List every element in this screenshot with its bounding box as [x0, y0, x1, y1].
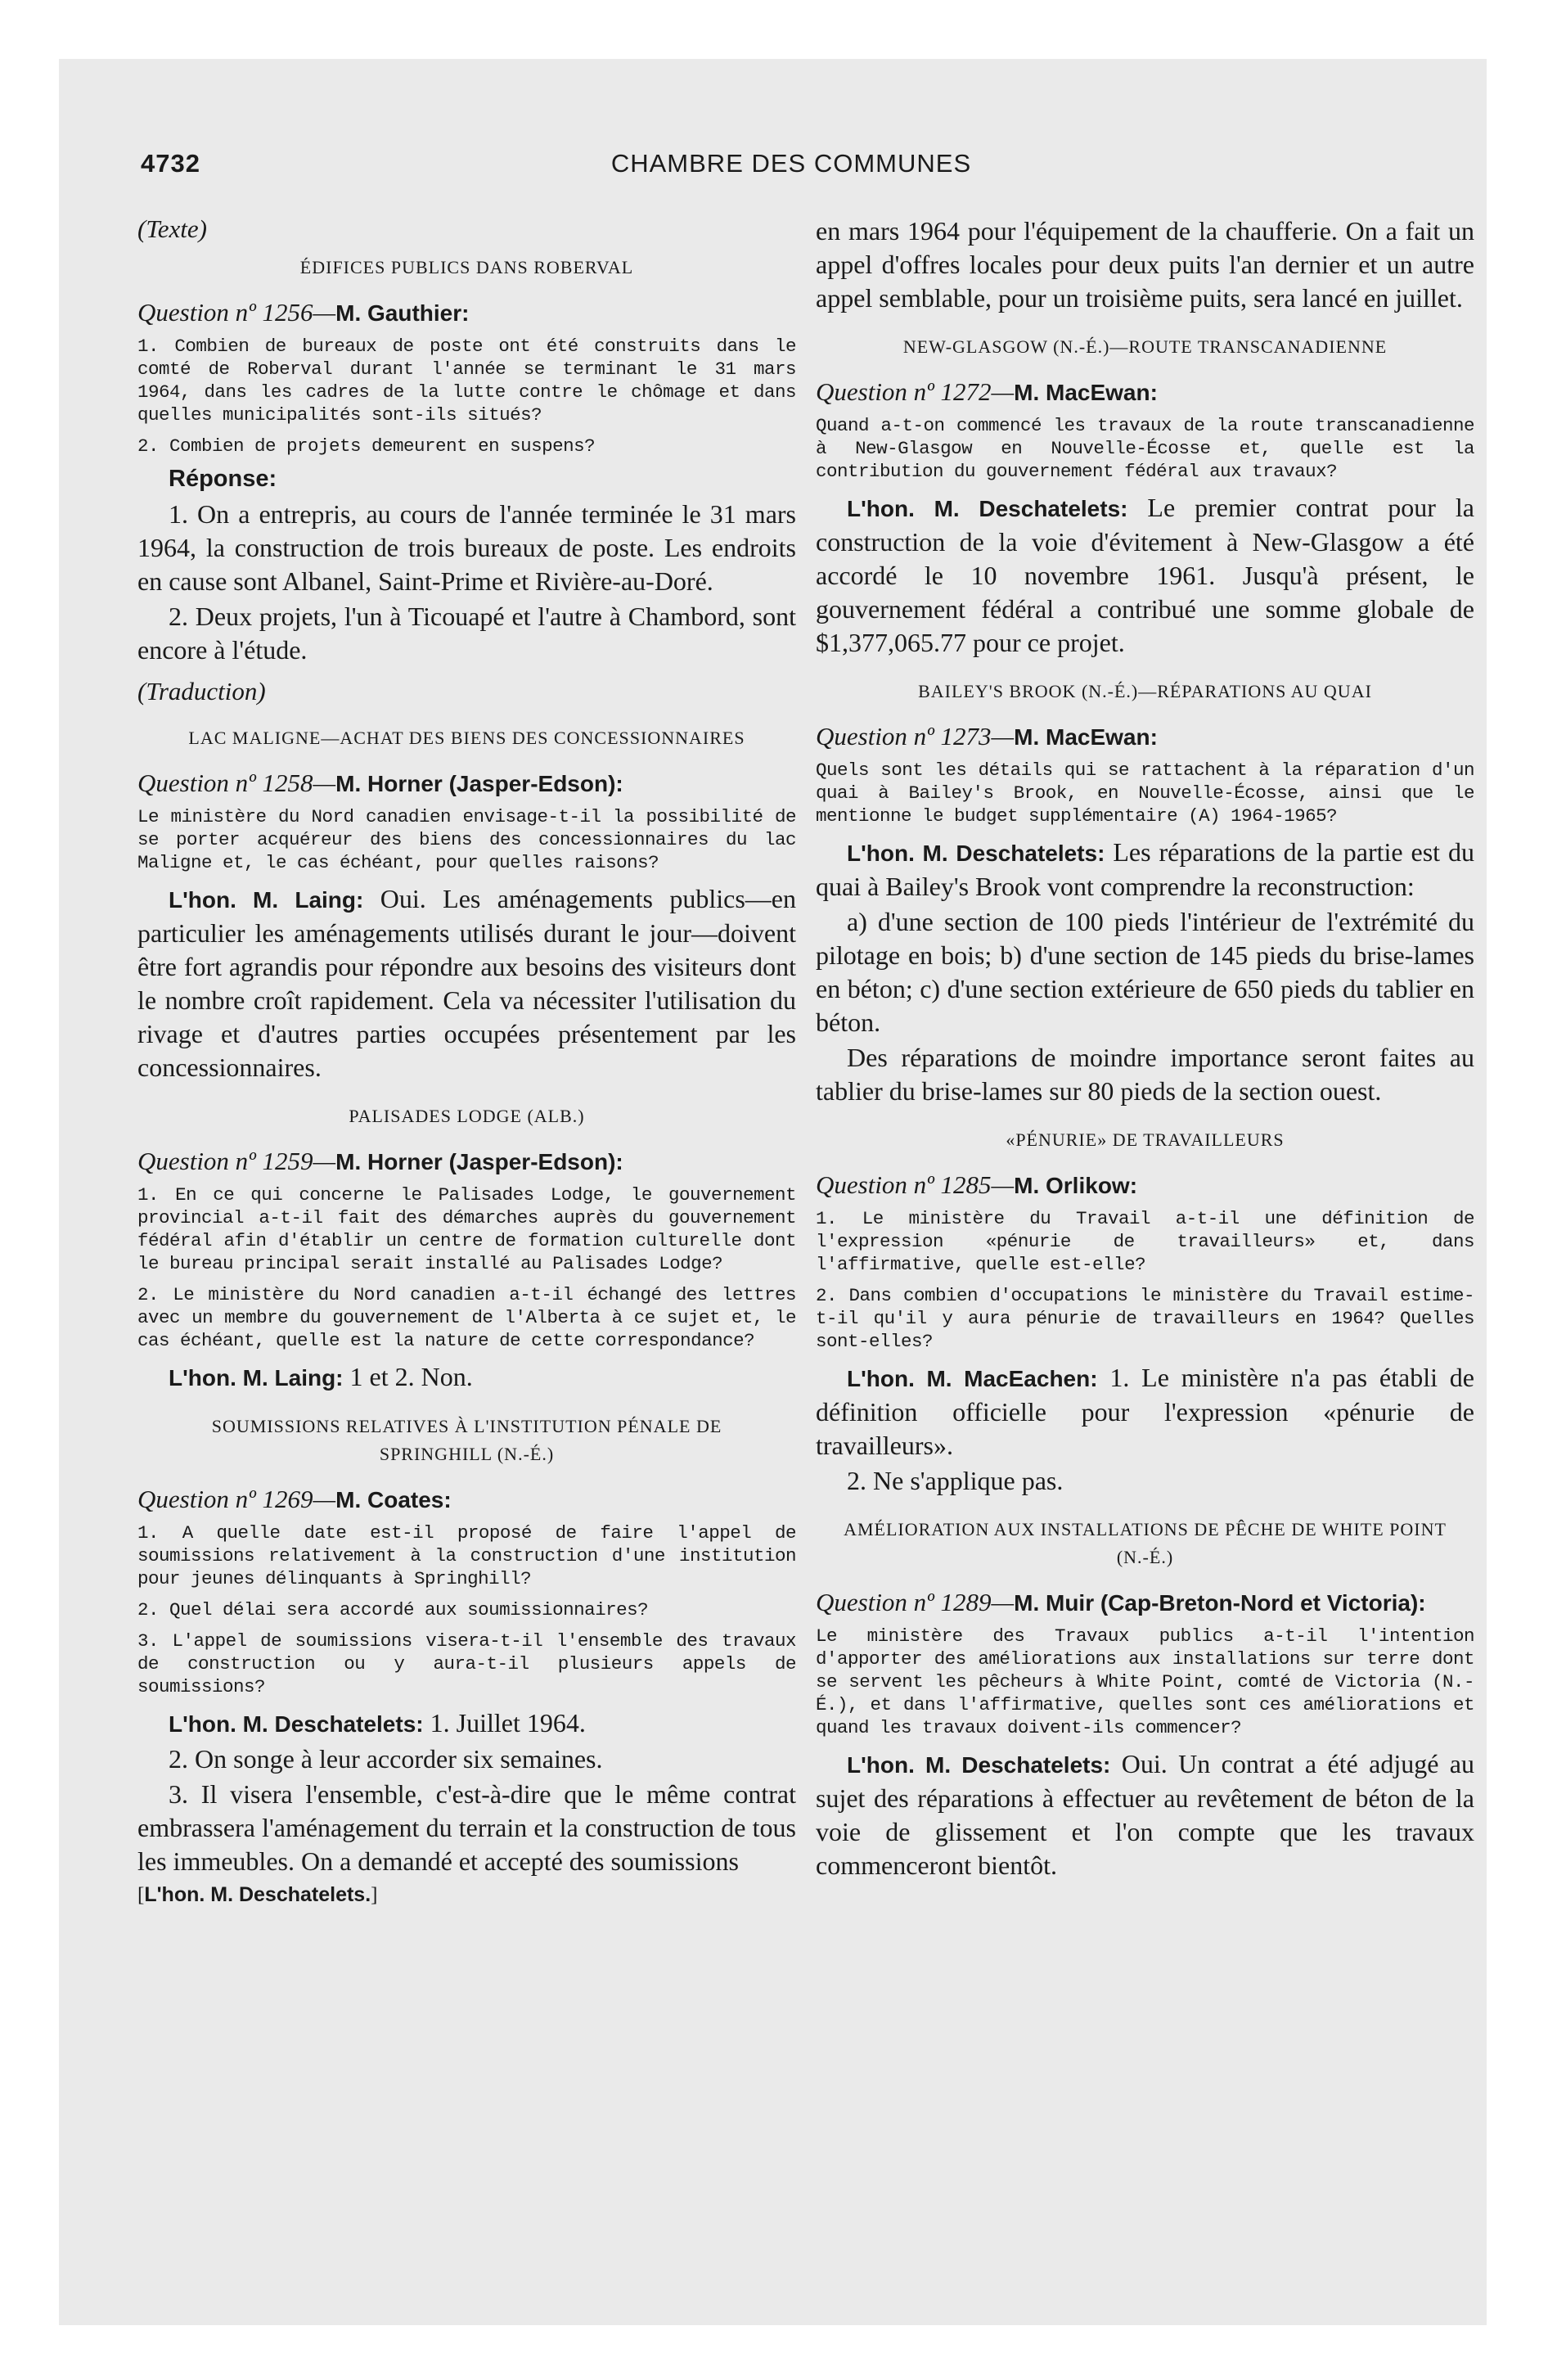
speaker-sign-off: [L'hon. M. Deschatelets.] [137, 1883, 378, 1906]
section-heading: NEW-GLASGOW (N.-É.)—ROUTE TRANSCANADIENNE [902, 336, 1388, 357]
answer-text: 2. On songe à leur accorder six semaines. [169, 1744, 603, 1774]
answer-text: 1. On a entrepris, au cours de l'année terminée le 31 mars 1964, la construction de trois bureaux de poste. Les endroits en cause sont Albanel, Saint-Prime et Rivière-au-Doré. [137, 499, 796, 596]
section-heading: SOUMISSIONS RELATIVES À L'INSTITUTION PÉNALE DE SPRINGHILL (N.-É.) [211, 1416, 722, 1464]
question-1285: Question nº 1285—M. Orlikow: [816, 1170, 1138, 1199]
answer-text: L'hon. M. MacEachen: 1. Le ministère n'a pas établi de définition officielle pour l'expression «pénurie de travailleurs». [816, 1363, 1475, 1460]
answer-text: 2. Deux projets, l'un à Ticouapé et l'autre à Chambord, sont encore à l'étude. [137, 602, 796, 665]
section-label-texte: (Texte) [137, 214, 207, 243]
answer-text: Des réparations de moindre importance seront faites au tablier du brise-lames sur 80 pieds de la section ouest. [816, 1043, 1474, 1106]
section-label-traduction: (Traduction) [137, 677, 266, 705]
page-number: 4732 [141, 149, 200, 178]
question-text: 2. Combien de projets demeurent en suspens? [137, 435, 596, 457]
question-text: 3. L'appel de soumissions visera-t-il l'ensemble des travaux de construction ou y aura-t-il plusieurs appels de soumissions? [137, 1630, 796, 1697]
question-text: Quels sont les détails qui se rattachent à la réparation d'un quai à Bailey's Brook, en Nouvelle-Écosse, ainsi que le mentionne le budget supplémentaire (A) 1964-1965? [816, 760, 1474, 827]
speaker-name: L'hon. M. Laing: [169, 887, 364, 913]
section-heading: PALISADES LODGE (ALB.) [349, 1106, 585, 1126]
question-text: 1. A quelle date est-il proposé de faire l'appel de soumissions relativement à la construction d'une institution pour jeunes délinquants à Springhill? [137, 1522, 796, 1589]
answer-text: a) d'une section de 100 pieds l'intérieur de l'extrémité du pilotage en bois; b) d'une section de 145 pieds du brise-lames en béton; c) d'une section extérieure de 650 pieds du tablier en béton. [816, 907, 1474, 1037]
left-column [137, 214, 796, 1907]
question-text: 2. Dans combien d'occupations le ministère du Travail estime-t-il qu'il y aura pénurie de travailleurs en 1964? Quelles sont-elles? [816, 1285, 1474, 1352]
speaker-name: L'hon. M. Deschatelets: [847, 496, 1128, 521]
speaker-name: L'hon. M. Deschatelets: [169, 1711, 424, 1737]
section-heading: BAILEY'S BROOK (N.-É.)—RÉPARATIONS AU QUAI [918, 681, 1372, 701]
question-1258: Question nº 1258—M. Horner (Jasper-Edson): [137, 769, 623, 797]
page-header [141, 149, 1442, 190]
question-1256: Question nº 1256—M. Gauthier: [137, 298, 470, 327]
speaker-name: L'hon. M. MacEachen: [847, 1366, 1098, 1391]
answer-text: L'hon. M. Deschatelets: 1. Juillet 1964. [169, 1708, 586, 1738]
section-heading: AMÉLIORATION AUX INSTALLATIONS DE PÊCHE DE WHITE POINT (N.-É.) [844, 1519, 1447, 1567]
speaker-name: L'hon. M. Laing: [169, 1365, 344, 1391]
section-heading: LAC MALIGNE—ACHAT DES BIENS DES CONCESSIONNAIRES [188, 728, 745, 748]
question-text: Le ministère du Nord canadien envisage-t-il la possibilité de se porter acquéreur des biens des concessionnaires du lac Maligne et, le cas échéant, pour quelles raisons? [137, 806, 796, 873]
question-text: 1. Le ministère du Travail a-t-il une définition de l'expression «pénurie de travailleurs» et, dans l'affirmative, quelle est-elle? [816, 1208, 1474, 1275]
question-text: 2. Quel délai sera accordé aux soumissionnaires? [137, 1599, 649, 1620]
answer-label: Réponse: [169, 466, 277, 492]
page-title: CHAMBRE DES COMMUNES [610, 149, 972, 178]
answer-text: en mars 1964 pour l'équipement de la chaufferie. On a fait un appel d'offres locales pour deux puits l'an dernier et un autre appel semblable, pour un troisième puits, sera lancé en juillet. [816, 216, 1474, 313]
answer-text: L'hon. M. Deschatelets: Le premier contrat pour la construction de la voie d'évitement à New-Glasgow a été accordé le 10 novembre 1961. Jusqu'à présent, le gouvernement fédéral a contribué une somme globale de $1,377,065.77 pour ce projet. [816, 493, 1474, 657]
question-1272: Question nº 1272—M. MacEwan: [816, 377, 1158, 406]
speaker-name: L'hon. M. Deschatelets: [847, 1752, 1111, 1778]
answer-text: L'hon. M. Laing: 1 et 2. Non. [169, 1362, 473, 1391]
question-1259: Question nº 1259—M. Horner (Jasper-Edson): [137, 1147, 623, 1175]
question-text: 2. Le ministère du Nord canadien a-t-il échangé des lettres avec un membre du gouvernement de l'Alberta à ce sujet et, le cas échéant, quelle est la nature de cette correspondance? [137, 1284, 796, 1351]
question-text: Quand a-t-on commencé les travaux de la route transcanadienne à New-Glasgow en Nouvelle-Écosse et, quelle est la contribution du gouvernement fédéral aux travaux? [816, 415, 1474, 482]
section-heading: ÉDIFICES PUBLICS DANS ROBERVAL [299, 257, 634, 277]
question-text: 1. Combien de bureaux de poste ont été construits dans le comté de Roberval durant l'année se terminant le 31 mars 1964, dans les cadres de la lutte contre le chômage et dans quelles municipalités sont-ils situés? [137, 336, 796, 426]
answer-text: 2. Ne s'applique pas. [847, 1466, 1064, 1495]
question-1269: Question nº 1269—M. Coates: [137, 1485, 452, 1513]
answer-text: L'hon. M. Laing: Oui. Les aménagements publics—en particulier les aménagements utilisés durant le jour—doivent être fort agrandis pour répondre aux besoins des visiteurs dont le nombre croît rapidement. Cela va nécessiter l'utilisation du rivage et d'autres parties occupées présentement par les concessionnaires. [137, 884, 797, 1082]
answer-text: L'hon. M. Deschatelets: Oui. Un contrat a été adjugé au sujet des réparations à effectuer au revêtement de béton de la voie de glissement et l'on compte que les travaux commenceront bientôt. [816, 1749, 1475, 1880]
speaker-name: L'hon. M. Deschatelets: [847, 841, 1105, 866]
answer-text: 3. Il visera l'ensemble, c'est-à-dire que le même contrat embrassera l'aménagement du terrain et la construction de tous les immeubles. On a demandé et accepté des soumissions [137, 1779, 796, 1876]
section-heading: «PÉNURIE» DE TRAVAILLEURS [1006, 1129, 1285, 1150]
question-1273: Question nº 1273—M. MacEwan: [816, 722, 1158, 751]
question-text: 1. En ce qui concerne le Palisades Lodge, le gouvernement provincial a-t-il fait des démarches auprès du gouvernement fédéral afin d'établir un centre de formation culturelle dont le bureau principal serait installé au Palisades Lodge? [137, 1184, 796, 1274]
right-column [816, 214, 1474, 1884]
question-1289: Question nº 1289—M. Muir (Cap-Breton-Nord et Victoria): [816, 1588, 1426, 1616]
answer-text: L'hon. M. Deschatelets: Les réparations de la partie est du quai à Bailey's Brook vont comprendre la reconstruction: [816, 837, 1474, 901]
question-text: Le ministère des Travaux publics a-t-il l'intention d'apporter des améliorations aux installations sur terre dont se servent les pêcheurs à White Point, comté de Victoria (N.-É.), et dans l'affirmative, quelles sont ces améliorations et quand les travaux doivent-ils commencer? [816, 1625, 1474, 1738]
